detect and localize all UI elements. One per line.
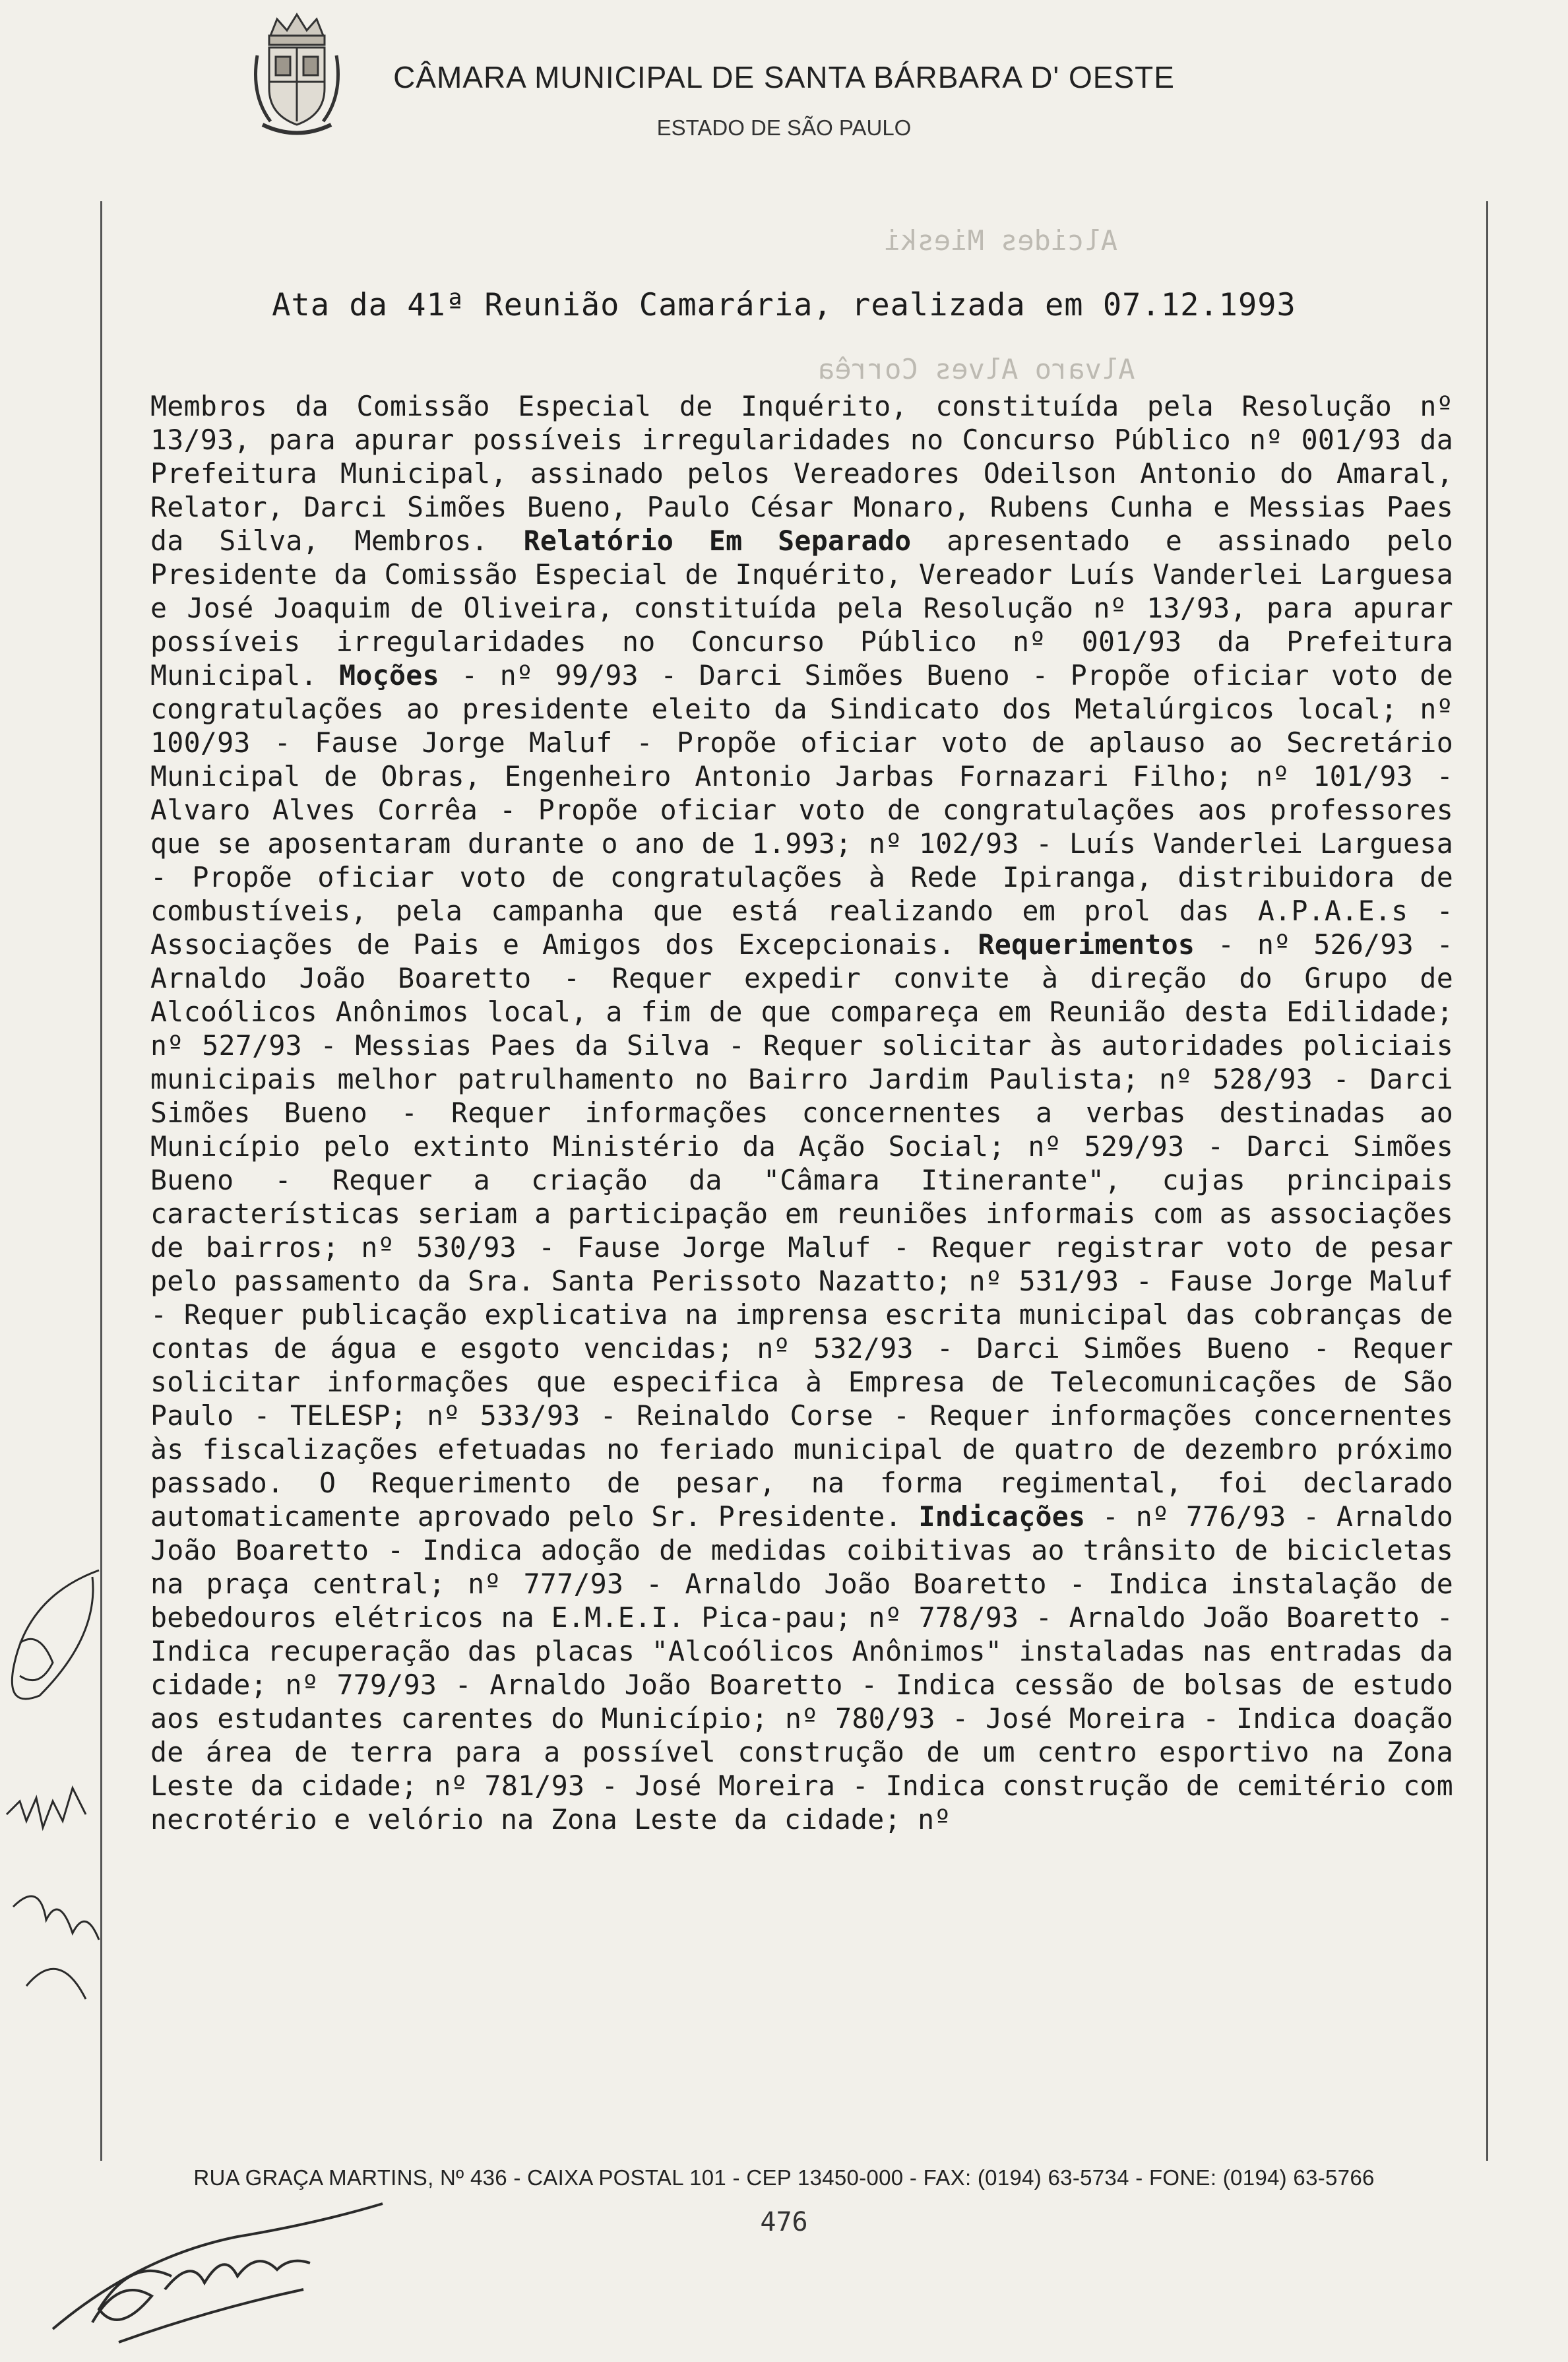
footer-address: RUA GRAÇA MARTINS, Nº 436 - CAIXA POSTAL 101 - CEP 13450-000 - FAX: (0194) 63-5734 - FONE: (0194) 63-5766 — [193, 2165, 1375, 2190]
section-heading: Indicações — [918, 1500, 1086, 1533]
signature-icon — [40, 2177, 409, 2355]
signature-mark-icon — [0, 1537, 112, 2131]
section-heading: Relatório Em Separado — [523, 525, 912, 557]
minutes-body — [150, 389, 1453, 1836]
header-title: CÂMARA MUNICIPAL DE SANTA BÁRBARA D' OESTE — [393, 60, 1175, 94]
bleed-through-text: Alvaro Alves Corrêa — [818, 353, 1135, 385]
section-heading: Moções — [339, 659, 439, 691]
section-heading: Requerimentos — [978, 928, 1195, 961]
page-number: 476 — [760, 2207, 808, 2237]
header-subtitle: ESTADO DE SÃO PAULO — [656, 115, 912, 140]
section-text: Membros da Comissão Especial de Inquérito, constituída pela Resolução nº 13/93, para apurar possíveis irregularidades no Concurso Público nº 001/93 da Prefeitura Municipal, assinado pelos Vereadores Odeilson Antonio do Amaral, Relator, Darci Simões Bueno, Paulo César Monaro, Rubens Cunha e Messias Paes da Silva, Membros. — [150, 390, 1453, 557]
section-text: - nº 776/93 - Arnaldo João Boaretto - Indica adoção de medidas coibitivas ao trânsito de bicicletas na praça central; nº 777/93 - Arnaldo João Boaretto - Indica instalação de bebedouros elétricos na E.M.E.I. Pica-pau; nº 778/93 - Arnaldo João Boaretto - Indica recuperação das placas "Alcoólicos Anônimos" instaladas nas entradas da cidade; nº 779/93 - Arnaldo João Boaretto - Indica cessão de bolsas de estudo aos estudantes carentes do Município; nº 780/93 - José Moreira - Indica doação de área de terra para a possível construção de um centro esportivo na Zona Leste da cidade; nº 781/93 - José Moreira - Indica construção de cemitério com necrotério e velório na Zona Leste da cidade; nº — [150, 1500, 1453, 1835]
bleed-through-text: Alcides Mieski — [884, 224, 1118, 257]
section-text: - nº 526/93 - Arnaldo João Boaretto - Requer expedir convite à direção do Grupo de Alcoólicos Anônimos local, a fim de que compareça em Reunião desta Edilidade; nº 527/93 - Messias Paes da Silva - Requer solicitar às autoridades policiais municipais melhor patrulhamento no Bairro Jardim Paulista; nº 528/93 - Darci Simões Bueno - Requer informações concernentes a verbas destinadas ao Município pelo extinto Ministério da Ação Social; nº 529/93 - Darci Simões Bueno - Requer a criação da "Câmara Itinerante", cujas principais características seriam a participação em reuniões informais com as associações de bairros; nº 530/93 - Fause Jorge Maluf - Requer registrar voto de pesar pelo passamento da Sra. Santa Perissoto Nazatto; nº 531/93 - Fause Jorge Maluf - Requer publicação explicativa na imprensa escrita municipal das cobranças de contas de água e esgoto vencidas; nº 532/93 - Darci Simões Bueno - Requer solicitar informações que especifica à Empresa de Telecomunicações de São Paulo - TELESP; nº 533/93 - Reinaldo Corse - Requer informações concernentes às fiscalizações efetuadas no feriado municipal de quatro de dezembro próximo passado. O Requerimento de pesar, na forma regimental, foi declarado automaticamente aprovado pelo Sr. Presidente. — [150, 928, 1453, 1533]
section-text: - nº 99/93 - Darci Simões Bueno - Propõe oficiar voto de congratulações ao presidente eleito da Sindicato dos Metalúrgicos local; nº 100/93 - Fause Jorge Maluf - Propõe oficiar voto de aplauso ao Secretário Municipal de Obras, Engenheiro Antonio Jarbas Fornazari Filho; nº 101/93 - Alvaro Alves Corrêa - Propõe oficiar voto de congratulações aos professores que se aposentaram durante o ano de 1.993; nº 102/93 - Luís Vanderlei Larguesa - Propõe oficiar voto de congratulações à Rede Ipiranga, distribuidora de combustíveis, pela campanha que está realizando em prol das A.P.A.E.s - Associações de Pais e Amigos dos Excepcionais. — [150, 659, 1453, 961]
section-text: apresentado e assinado pelo Presidente da Comissão Especial de Inquérito, Vereador Luís Vanderlei Larguesa e José Joaquim de Oliveira, constituída pela Resolução nº 13/93, para apurar possíveis irregularidades no Concurso Público nº 001/93 da Prefeitura Municipal. — [150, 525, 1454, 691]
margin-rule-right — [1486, 201, 1488, 2161]
document-title: Ata da 41ª Reunião Camarária, realizada em 07.12.1993 — [272, 287, 1296, 323]
